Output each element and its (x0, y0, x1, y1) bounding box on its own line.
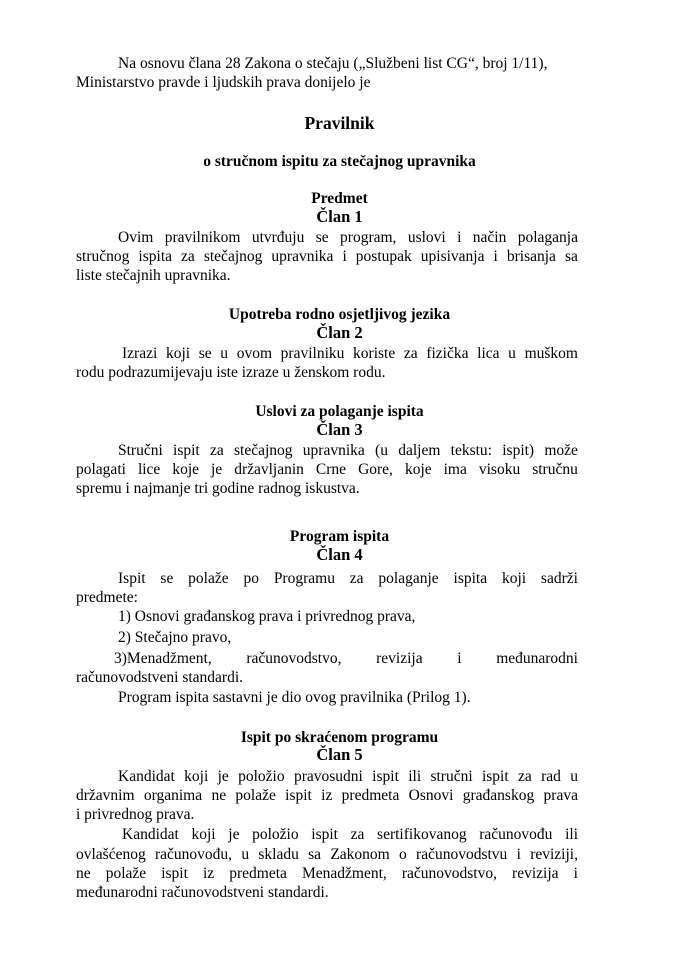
article-1-line-1 (118, 228, 578, 247)
word: upisivanja (420, 248, 485, 265)
word: iz (321, 787, 333, 804)
word: tekstu: (450, 442, 492, 459)
word: rad (541, 768, 561, 785)
word: upravnika (271, 248, 334, 265)
article-1-heading: Predmet (311, 190, 368, 207)
word: polaganja (517, 229, 578, 246)
word: iz (202, 865, 215, 882)
article-2-heading: Upotreba rodno osjetljivog jezika (228, 306, 451, 323)
word: za (518, 768, 532, 785)
word: stečajnog (203, 248, 263, 265)
word: Stručni (118, 442, 163, 459)
word: skladu (258, 846, 299, 863)
word: se (198, 345, 212, 362)
word: sa (308, 846, 322, 863)
article-3-line-3: spremu i najmanje tri godine radnog iskustva. (76, 480, 360, 497)
article-4-line-2: predmete: (76, 589, 138, 606)
article-4-list-item-3-cont: računovodstveni standardi. (76, 669, 244, 686)
article-5-line-5 (76, 845, 578, 864)
word: Gore, (358, 461, 393, 478)
article-4-line-last: Program ispita sastavni je dio ovog pravilnika (Prilog 1). (118, 689, 471, 706)
word: ispita (453, 570, 488, 587)
document-subtitle: o stručnom ispitu za stečajnog upravnika (203, 153, 476, 170)
word: prava (543, 787, 578, 804)
document-title: Pravilnik (304, 113, 375, 133)
word: stečajnog (234, 442, 293, 459)
article-5-line-4 (122, 825, 578, 844)
word: Menadžment, (301, 865, 387, 882)
article-3-heading: Uslovi za polaganje ispita (255, 403, 424, 420)
article-1-line-2 (76, 247, 578, 266)
article-3-line-2 (76, 460, 578, 479)
word: koji (165, 345, 191, 362)
word: Kandidat (122, 826, 179, 843)
word: sa (564, 248, 578, 265)
word: po (243, 570, 259, 587)
word: reviziji, (530, 846, 578, 863)
word: koji (501, 570, 527, 587)
word: za (403, 345, 418, 362)
word: ispit (161, 865, 188, 882)
word: ovlašćenog (76, 846, 146, 863)
article-1-line-3: liste stečajnih upravnika. (76, 267, 231, 284)
word: Crne (315, 461, 347, 478)
word: lice (137, 461, 161, 478)
intro-line-1: Na osnovu člana 28 Zakona o stečaju („Službeni list CG“, broj 1/11), (118, 55, 548, 72)
word: i (342, 248, 347, 265)
word: polagati (76, 461, 126, 478)
word: ispit (372, 768, 399, 785)
word: 3)Menadžment, (114, 650, 212, 667)
word: međunarodni (496, 650, 578, 667)
word: predmeta (229, 865, 287, 882)
word: daljem (398, 442, 441, 459)
word: način (472, 229, 507, 246)
word: i (457, 650, 462, 667)
article-4-heading: Program ispita (289, 528, 390, 545)
word: sadrži (540, 570, 578, 587)
word: i (457, 229, 462, 246)
word: i (516, 846, 521, 863)
word: Zakonom (330, 846, 390, 863)
word: za (350, 826, 365, 843)
word: pravosudni (293, 768, 363, 785)
word: polaže (105, 865, 147, 882)
article-2-line-2: rodu podrazumijevaju iste izraze u ženskom rodu. (76, 364, 386, 381)
word: računovođu, (155, 846, 233, 863)
word: polaže (235, 787, 276, 804)
word: računovodstvo, (246, 650, 342, 667)
word: koji (184, 768, 209, 785)
word: organima (143, 787, 203, 804)
word: i (573, 865, 578, 882)
word: je (217, 768, 229, 785)
word: upravnika (302, 442, 365, 459)
word: Izrazi (122, 345, 158, 362)
word: uslovi (407, 229, 446, 246)
word: ispit) (502, 442, 535, 459)
word: Kandidat (118, 768, 175, 785)
word: je (211, 461, 223, 478)
article-1-number: Član 1 (316, 207, 363, 226)
word: u (508, 345, 516, 362)
word: postupak (355, 248, 412, 265)
word: revizija (512, 865, 559, 882)
word: može (544, 442, 578, 459)
word: koje (404, 461, 432, 478)
article-2-line-1 (122, 344, 578, 363)
word: stručni (430, 768, 473, 785)
word: u (570, 768, 578, 785)
word: državljanin (234, 461, 304, 478)
article-3-line-1 (118, 441, 578, 460)
intro-line-2: Ministarstvo pravde i ljudskih prava donijelo je (76, 74, 371, 91)
word: ispit (173, 442, 200, 459)
word: koji (191, 826, 216, 843)
word: računovodstvo, (401, 865, 497, 882)
word: predmeta (341, 787, 400, 804)
word: sertifikovanog (377, 826, 467, 843)
article-4-list-item-1: 1) Osnovi građanskog prava i privrednog prava, (118, 608, 416, 625)
word: ispit (311, 826, 338, 843)
article-4-list-item-3 (114, 649, 578, 668)
article-5-heading: Ispit po skraćenom programu (240, 729, 439, 746)
word: pravilniku (280, 345, 345, 362)
word: računovođu (479, 826, 553, 843)
word: koriste (353, 345, 396, 362)
word: u (241, 846, 250, 863)
word: računovodstvu (416, 846, 508, 863)
word: za (209, 442, 224, 459)
word: je (228, 826, 240, 843)
word: položio (252, 826, 299, 843)
word: državnim (76, 787, 135, 804)
article-4-number: Član 4 (316, 545, 363, 564)
word: fizička (426, 345, 469, 362)
word: ne (76, 865, 91, 882)
word: ispit (481, 768, 509, 785)
article-5-line-3: i privrednog prava. (76, 806, 195, 823)
article-4-line-1 (118, 569, 578, 588)
word: u (220, 345, 229, 362)
word: polaganje (378, 570, 439, 587)
word: se (160, 570, 174, 587)
word: pravilnikom (164, 229, 241, 246)
word: ne (211, 787, 227, 804)
word: (u (375, 442, 388, 459)
word: Ovim (118, 229, 154, 246)
word: visoku (478, 461, 521, 478)
word: ili (565, 826, 578, 843)
article-5-line-6 (76, 864, 578, 883)
word: brisanja (506, 248, 556, 265)
word: koje (172, 461, 199, 478)
word: Programu (273, 570, 335, 587)
article-5-line-7: međunarodni računovodstveni standardi. (76, 884, 329, 901)
word: stručnog (76, 248, 130, 265)
word: polaže (188, 570, 229, 587)
word: stručnu (532, 461, 578, 478)
article-5-number: Član 5 (316, 745, 363, 764)
word: ispit (285, 787, 312, 804)
word: za (349, 570, 364, 587)
word: Ispit (118, 570, 146, 587)
word: utvrđuju (251, 229, 305, 246)
word: za (181, 248, 195, 265)
word: ovom (236, 345, 273, 362)
word: ili (408, 768, 422, 785)
word: Osnovi (408, 787, 454, 804)
word: ima (443, 461, 467, 478)
word: program, (340, 229, 397, 246)
word: se (315, 229, 329, 246)
word: građanskog (462, 787, 535, 804)
word: i (493, 248, 498, 265)
word: revizija (376, 650, 423, 667)
word: o (399, 846, 407, 863)
word: ispita (138, 248, 173, 265)
word: lica (477, 345, 500, 362)
article-5-line-1 (118, 767, 578, 786)
word: položio (238, 768, 285, 785)
article-4-list-item-2: 2) Stečajno pravo, (118, 629, 232, 646)
article-5-line-2 (76, 786, 578, 805)
article-2-number: Član 2 (316, 323, 363, 342)
article-3-number: Član 3 (316, 420, 363, 439)
word: muškom (524, 345, 578, 362)
